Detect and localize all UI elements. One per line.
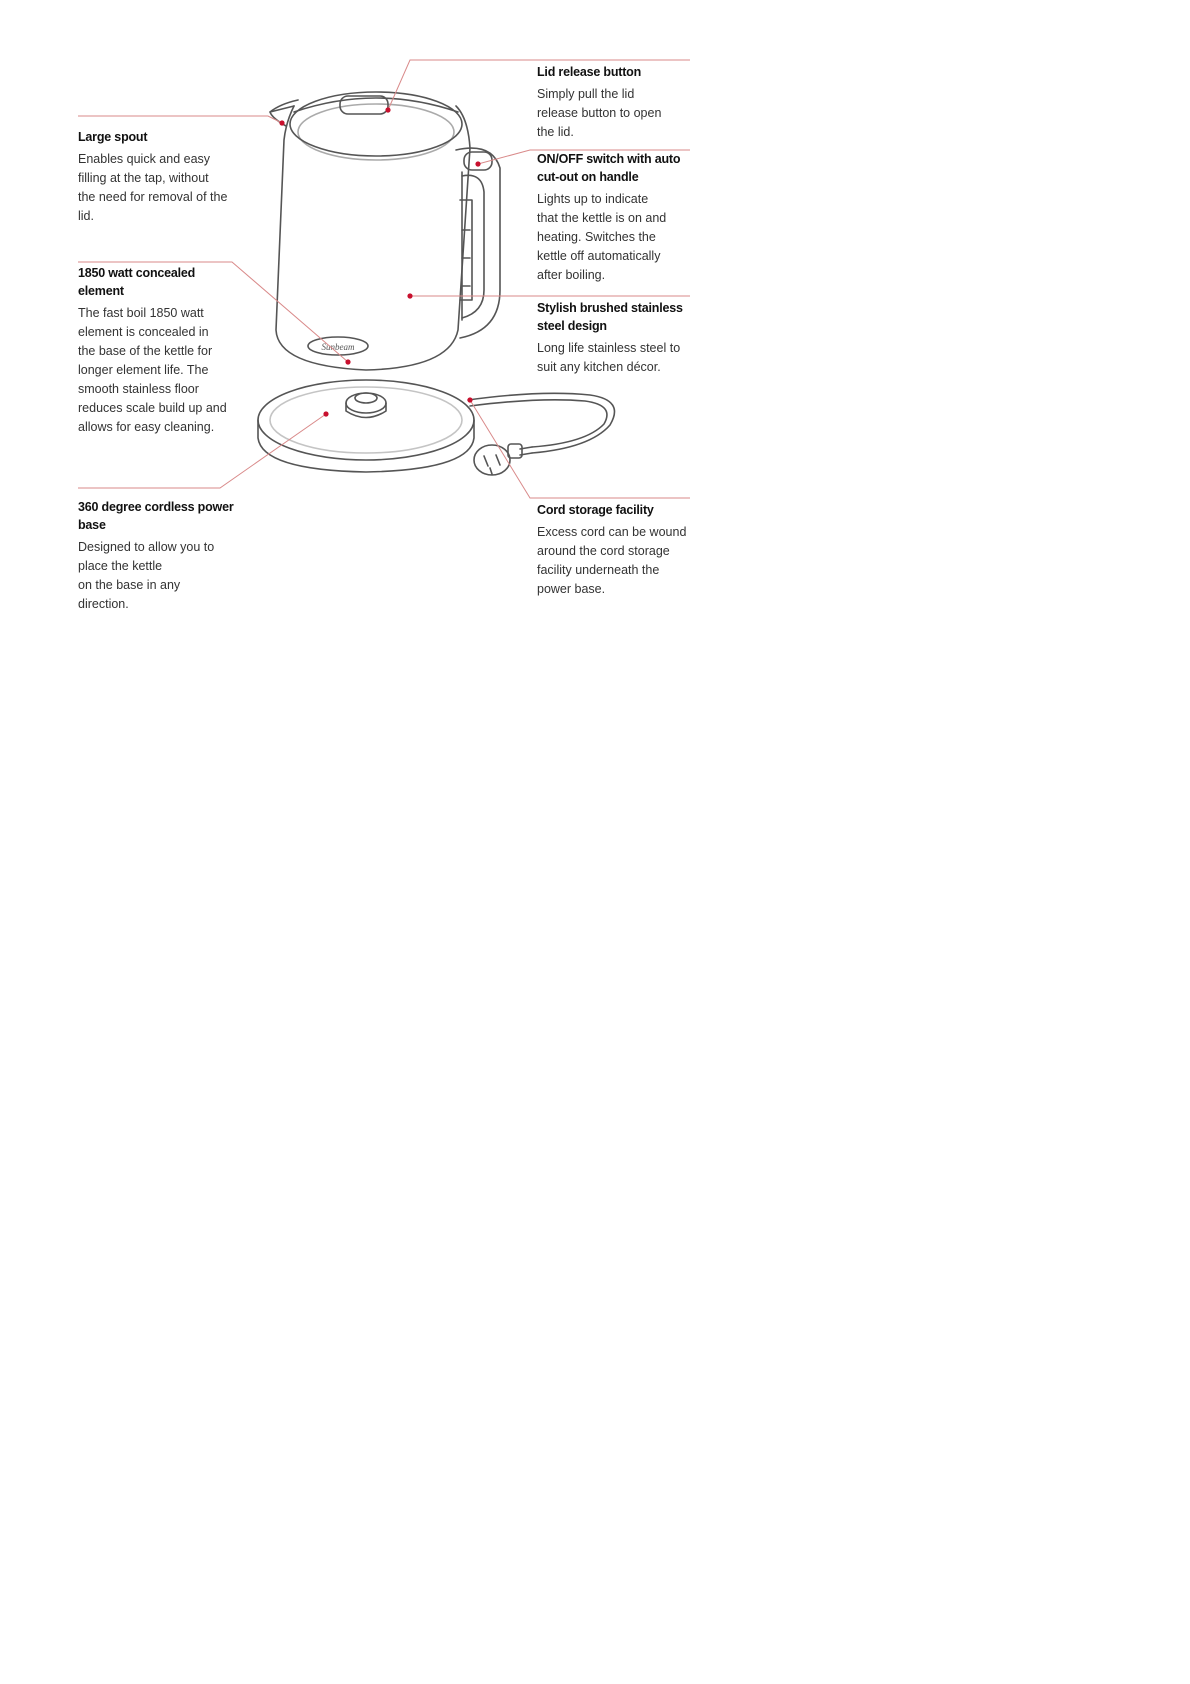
callout-title: Large spout bbox=[78, 130, 148, 144]
callout-markers bbox=[279, 107, 480, 416]
callout-text: Simply pull the lid release button to open the lid. bbox=[537, 87, 662, 139]
callout-on-off-switch bbox=[537, 150, 722, 285]
kettle-logo-text: Sunbeam bbox=[321, 342, 355, 352]
marker-steel bbox=[407, 293, 412, 298]
marker-spout bbox=[279, 120, 284, 125]
callout-cordless-power-base bbox=[78, 498, 263, 614]
marker-element bbox=[345, 359, 350, 364]
callout-stainless-steel-design bbox=[537, 299, 717, 377]
callout-title: 1850 watt concealed element bbox=[78, 266, 196, 298]
callout-text: Lights up to indicate that the kettle is on and heating. Switches the kettle off automatically after boiling. bbox=[537, 192, 667, 282]
leader-spout bbox=[78, 116, 282, 123]
callout-concealed-element bbox=[78, 264, 263, 437]
callout-title: Lid release button bbox=[537, 65, 642, 79]
callout-title: 360 degree cordless power base bbox=[78, 500, 234, 532]
callout-text: Long life stainless steel to suit any kitchen décor. bbox=[537, 341, 681, 374]
callout-title: Cord storage facility bbox=[537, 503, 654, 517]
marker-base bbox=[323, 411, 328, 416]
callout-text: Enables quick and easy filling at the tap, without the need for removal of the lid. bbox=[78, 152, 228, 223]
power-base-drawing bbox=[258, 380, 474, 472]
callout-cord-storage bbox=[537, 501, 722, 599]
callout-text: The fast boil 1850 watt element is concealed in the base of the kettle for longer element life. The smooth stainless floor reduces scale build up and allows for easy cleaning. bbox=[78, 306, 227, 434]
callout-title: Stylish brushed stainless steel design bbox=[537, 301, 683, 333]
marker-switch bbox=[475, 161, 480, 166]
kettle-body-drawing bbox=[270, 92, 500, 370]
kettle-feature-diagram bbox=[0, 0, 1190, 620]
marker-lid bbox=[385, 107, 390, 112]
marker-cord bbox=[467, 397, 472, 402]
callout-lid-release-button bbox=[537, 63, 722, 142]
callout-large-spout bbox=[78, 128, 263, 226]
callout-text: Designed to allow you to place the kettle on the base in any direction. bbox=[78, 540, 215, 611]
power-cord-drawing bbox=[468, 393, 615, 475]
callout-title: ON/OFF switch with auto cut-out on handle bbox=[537, 152, 681, 184]
callout-text: Excess cord can be wound around the cord storage facility underneath the power base. bbox=[537, 525, 687, 596]
